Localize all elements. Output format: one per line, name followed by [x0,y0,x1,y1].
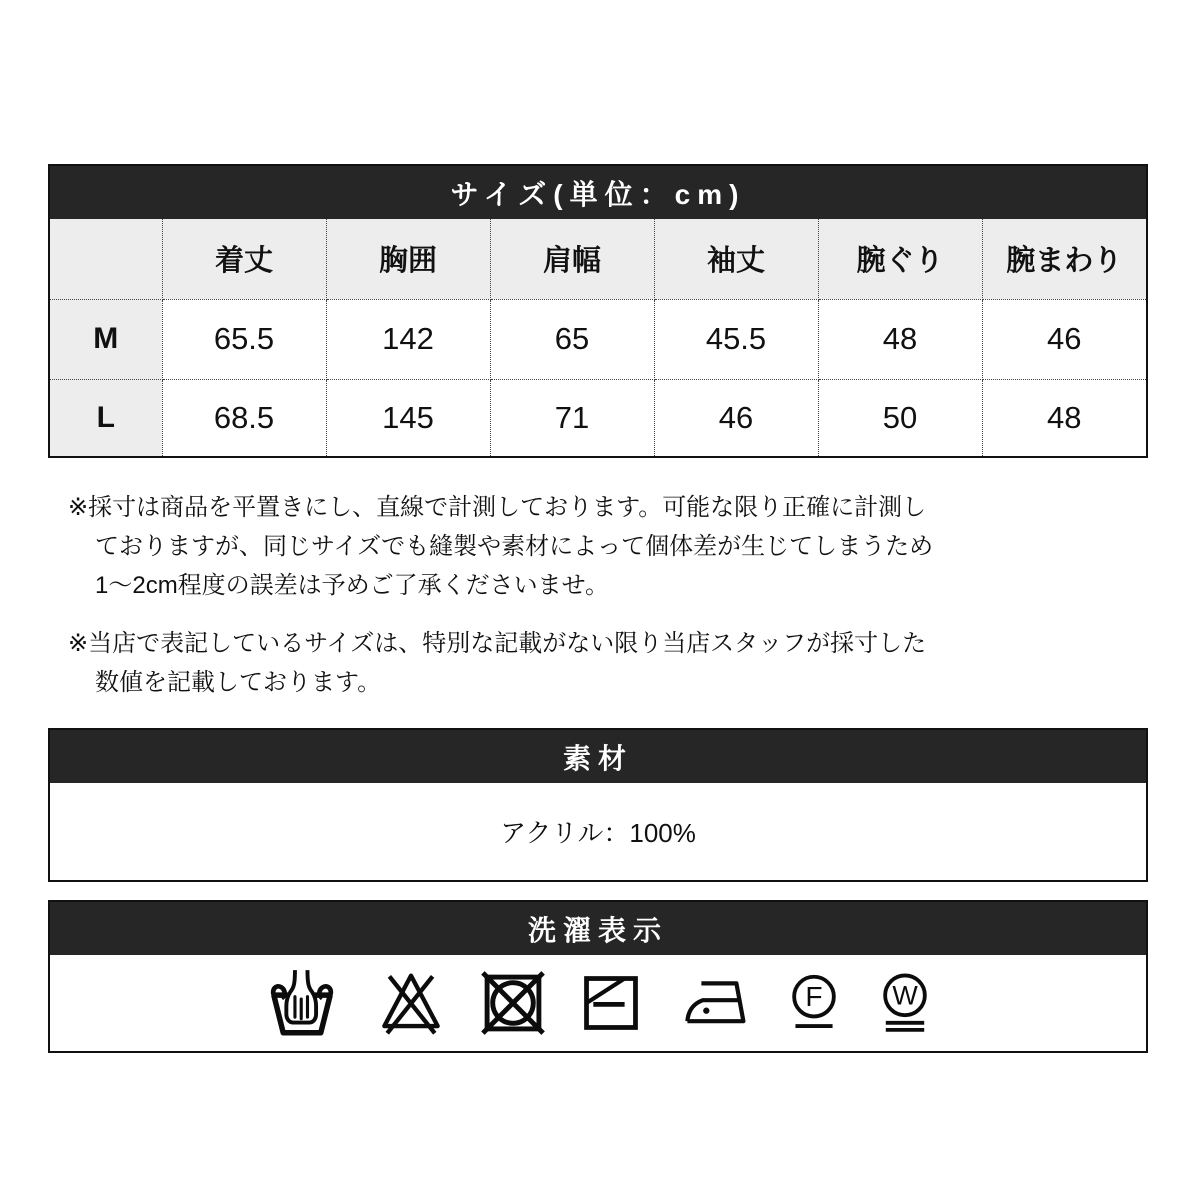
wet-clean-letter: W [892,980,918,1011]
material-section [48,728,1148,882]
size-cell: 71 [490,379,654,456]
size-cell: 65.5 [162,299,326,379]
iron-low-heat-icon [673,968,755,1038]
do-not-bleach-icon [372,967,450,1039]
dry-clean-f-icon [782,968,846,1038]
column-header-shoulder: 肩幅 [490,219,654,299]
washing-title: 洗濯表示 [527,914,668,946]
size-cell: 145 [326,379,490,456]
measurement-note [68,488,933,605]
wet-clean-w-icon [873,968,937,1038]
note-line: ※当店で表記しているサイズは、特別な記載がない限り当店スタッフが採寸した [68,630,927,657]
dry-flat-in-shade-icon [576,969,646,1037]
material-content [50,783,1146,880]
care-symbol-row [50,955,1146,1051]
do-not-tumble-dry-icon [477,968,549,1038]
size-chart-title-bar [50,166,1146,219]
washing-section [48,900,1148,1053]
table-row-size-l [50,379,1146,456]
size-cell: 65 [490,299,654,379]
size-table [50,219,1146,456]
washing-title-bar [50,902,1146,955]
row-label-m: M [50,299,162,379]
size-cell: 68.5 [162,379,326,456]
size-table-header-row [50,219,1146,299]
row-label-l: L [50,379,162,456]
size-chart-section [48,164,1148,458]
column-header-arm-width: 腕まわり [982,219,1146,299]
staff-measurement-note [68,624,926,702]
size-cell: 50 [818,379,982,456]
size-chart-title: サイズ(単位：cm) [450,178,746,210]
note-line: 数値を記載しております。 [95,669,382,696]
size-cell: 48 [982,379,1146,456]
size-cell: 46 [982,299,1146,379]
material-title: 素材 [562,742,633,774]
corner-cell [50,219,162,299]
note-line: ておりますが、同じサイズでも縫製や素材によって個体差が生じてしまうため [95,533,934,560]
material-value: アクリル：100% [500,818,696,848]
size-cell: 46 [654,379,818,456]
hand-wash-icon [259,967,345,1039]
size-cell: 142 [326,299,490,379]
material-title-bar [50,730,1146,783]
note-line: 1〜2cm程度の誤差は予めご了承くださいませ。 [95,572,609,599]
note-line: ※採寸は商品を平置きにし、直線で計測しております。可能な限り正確に計測し [68,494,927,521]
dry-clean-letter: F [805,981,823,1013]
size-cell: 45.5 [654,299,818,379]
size-cell: 48 [818,299,982,379]
column-header-armhole: 腕ぐり [818,219,982,299]
column-header-chest: 胸囲 [326,219,490,299]
table-row-size-m [50,299,1146,379]
column-header-sleeve: 袖丈 [654,219,818,299]
column-header-body-length: 着丈 [162,219,326,299]
